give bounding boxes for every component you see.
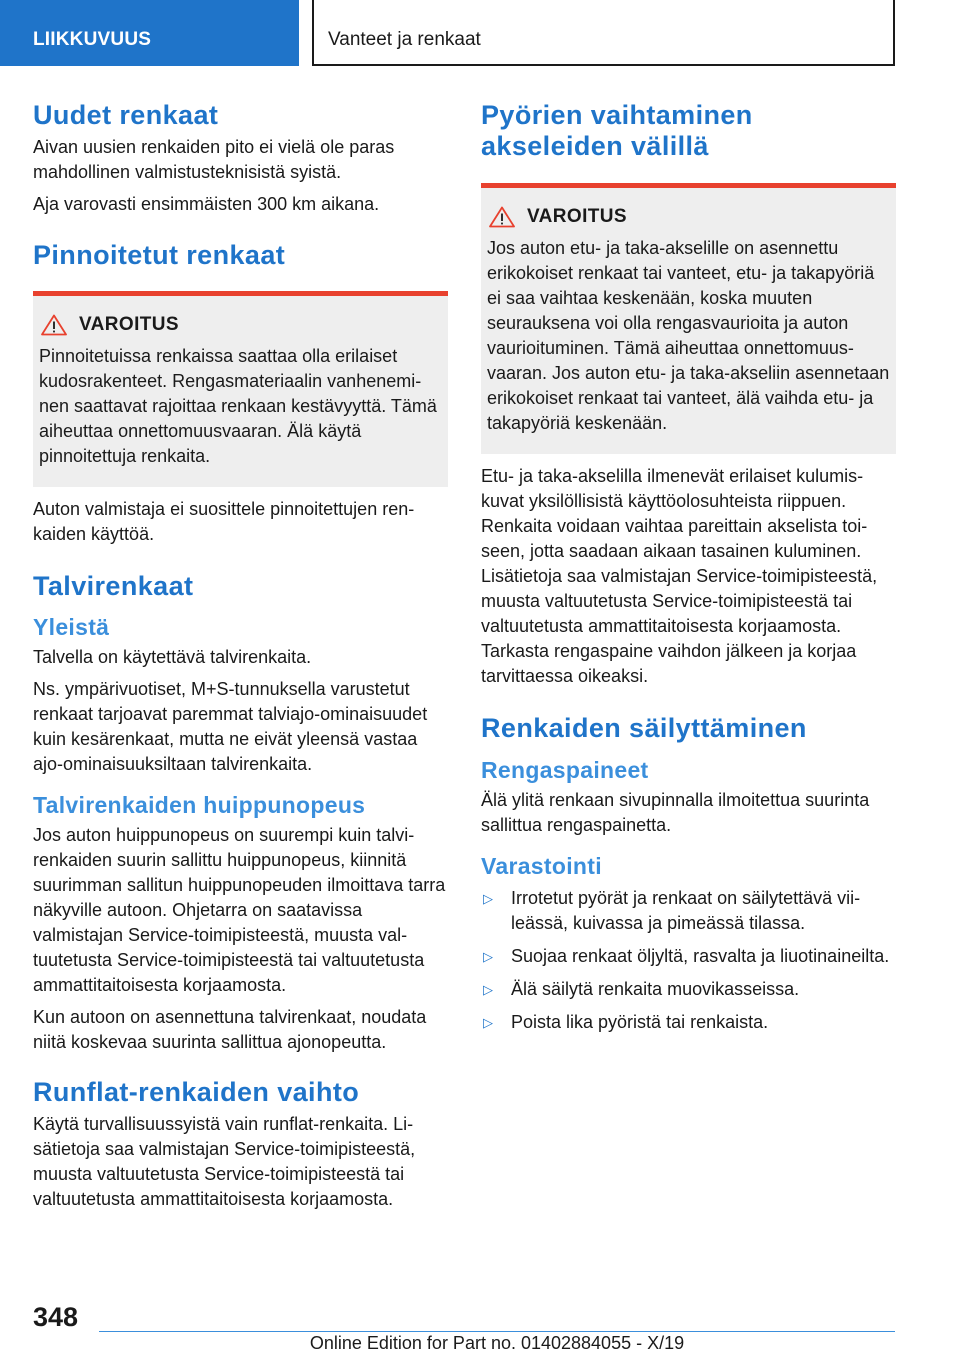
heading-storage: Renkaiden säilyttäminen xyxy=(481,713,807,743)
left-column xyxy=(33,100,448,1212)
list-item xyxy=(481,886,896,936)
heading-rotation: Pyörien vaihtaminen akseleiden välillä xyxy=(481,100,753,161)
triangle-right-icon: ▷ xyxy=(483,949,493,964)
subheading-general: Yleistä xyxy=(33,614,110,640)
list-item-text: Irrotetut pyörät ja renkaat on säilytettävä viileässä, kuivassa ja pimeässä tilassa. xyxy=(511,888,861,933)
pressure-text: Älä ylitä renkaan sivupinnalla ilmoitettua suurinta sallittua rengaspainetta. xyxy=(481,790,870,835)
page-header xyxy=(0,0,960,66)
warning-title: VAROITUS xyxy=(527,206,627,227)
page-number: 348 xyxy=(33,1302,79,1332)
edition-note: Online Edition for Part no. 01402884055 - X/19 xyxy=(309,1333,685,1353)
right-column xyxy=(481,100,896,1035)
warning-text: Pinnoitetuissa renkaissa saattaa olla erilaiset kudosrakenteet. Rengasmateriaalin vanheneminen saattavat rajoittaa renkaan kestävyyttä. Tämä aiheuttaa onnettomuusvaaran. Älä käytä pinnoitettuja renkaita. xyxy=(39,346,437,466)
list-item-text: Älä säilytä renkaita muovikasseissa. xyxy=(511,979,800,999)
heading-retreaded: Pinnoitetut renkaat xyxy=(33,240,286,270)
warning-box-retreaded xyxy=(33,291,448,487)
footer-divider xyxy=(99,1331,895,1332)
warning-box-rotation xyxy=(481,183,896,454)
list-item xyxy=(481,977,896,1002)
storage-bullet-list xyxy=(481,886,896,1035)
rotation-text: Etu- ja taka-akselilla ilmenevät erilaiset kulumiskuvat yksilöllisistä käyttöolosuhteista riippuen. Renkaita voidaan vaihtaa pareittain akselista toiseen, jotta saadaan aikaan tasainen kuluminen. Lisätietoja saa valmistajan Service-toimipisteestä, muusta valtuutetusta Service-toimipisteestä tai valtuutetusta ammattitaitoisesta korjaamosta. Tarkasta rengaspaine vaihdon jälkeen ja korjaa tarvittaessa oikeaksi. xyxy=(481,466,878,686)
heading-winter: Talvirenkaat xyxy=(33,571,194,601)
warning-text: Jos auton etu- ja taka-akselille on asennettu erikokoiset renkaat tai vanteet, etu- ja takapyöriä ei saa vaihtaa keskenään, koska muuten seurauksena voi olla rengasvaurioita ja auton vaurioituminen. Tämä aiheuttaa onnettomuusvaaran. Jos auton etu- ja taka-akseliin asennetaan erikokoiset renkaat tai vanteet, älä vaihda etu- ja takapyöriä keskenään. xyxy=(487,238,890,433)
triangle-right-icon: ▷ xyxy=(483,1015,493,1030)
winter-general-text-1: Talvella on käytettävä talvirenkaita. xyxy=(33,647,312,667)
section-tab: LIIKKUVUUS xyxy=(0,0,299,66)
new-tyres-text-2: Aja varovasti ensimmäisten 300 km aikana. xyxy=(33,194,380,214)
winter-speed-text-2: Kun autoon on asennettuna talvirenkaat, noudata niitä koskevaa suurinta sallittua ajonopeutta. xyxy=(33,1007,427,1052)
winter-speed-text-1: Jos auton huippunopeus on suurempi kuin talvirenkaiden suurin sallittu huippunopeus, kiinnitä suurimman sallitun huippunopeuden ilmoittava tarra näkyville autoon. Ohjetarra on saatavissa valmistajan Service-toimipisteestä, muusta valtuutetusta Service-toimipisteestä tai valtuutetusta ammattitaitoisesta korjaamosta. xyxy=(33,825,446,995)
subheading-winter-speed: Talvirenkaiden huippunopeus xyxy=(33,792,366,818)
runflat-text: Käytä turvallisuussyistä vain runflat-renkaita. Lisätietoja saa valmistajan Service-toimipisteestä, muusta valtuutetusta Service-toimipisteestä tai valtuutetusta ammattitaitoisesta korjaamosta. xyxy=(33,1114,416,1209)
heading-new-tyres: Uudet renkaat xyxy=(33,100,219,130)
chapter-title: Vanteet ja renkaat xyxy=(312,0,895,66)
heading-runflat: Runflat-renkaiden vaihto xyxy=(33,1077,360,1107)
retreaded-text: Auton valmistaja ei suosittele pinnoitettujen renkaiden käyttöä. xyxy=(33,499,415,544)
warning-title: VAROITUS xyxy=(79,314,179,335)
winter-general-text-2: Ns. ympärivuotiset, M+S-tunnuksella varustetut renkaat tarjoavat paremmat talviajo-ominaisuudet kuin kesärenkaat, mutta ne eivät yleensä vastaa ajo-ominaisuuksiltaan talvirenkaita. xyxy=(33,679,428,774)
triangle-right-icon: ▷ xyxy=(483,982,493,997)
list-item-text: Poista lika pyöristä tai renkaista. xyxy=(511,1012,769,1032)
warning-triangle-icon xyxy=(41,314,67,336)
warning-triangle-icon xyxy=(489,206,515,228)
warning-header xyxy=(487,206,890,228)
list-item xyxy=(481,1010,896,1035)
list-item xyxy=(481,944,896,969)
triangle-right-icon: ▷ xyxy=(483,891,493,906)
subheading-storing: Varastointi xyxy=(481,853,602,879)
warning-header xyxy=(39,314,442,336)
new-tyres-text-1: Aivan uusien renkaiden pito ei vielä ole paras mahdollinen valmistusteknisistä syistä. xyxy=(33,137,395,182)
list-item-text: Suojaa renkaat öljyltä, rasvalta ja liuotinaineilta. xyxy=(511,946,890,966)
subheading-pressure: Rengaspaineet xyxy=(481,757,649,783)
